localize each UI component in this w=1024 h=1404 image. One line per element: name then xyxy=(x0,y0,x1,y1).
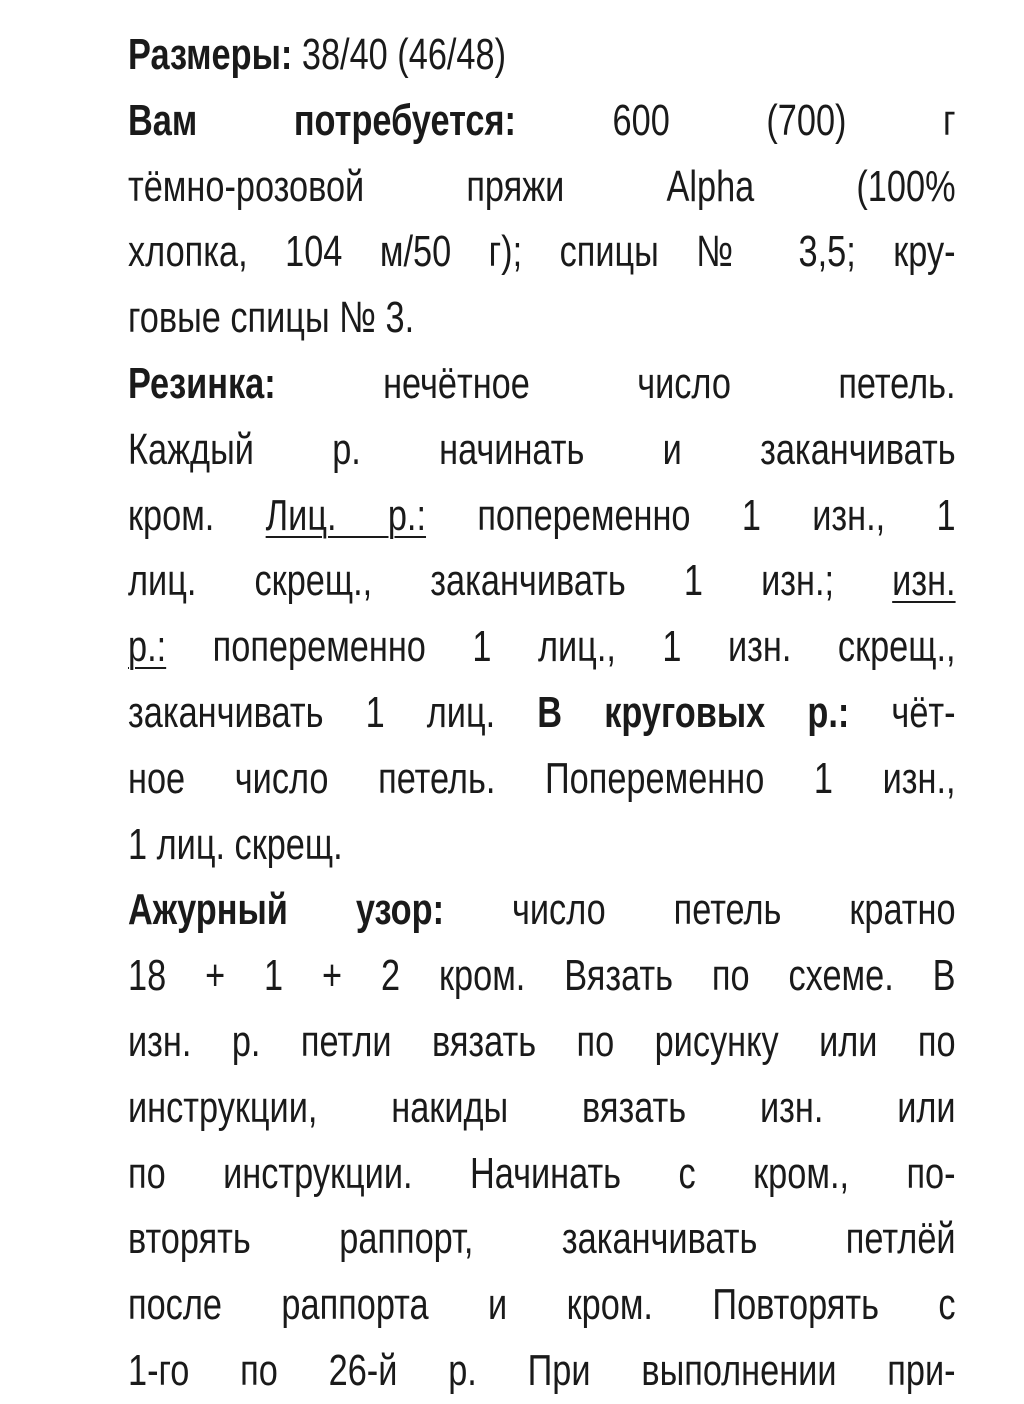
sizes-label: Размеры: xyxy=(128,30,293,79)
lace-line-3: изн. р. петли вязать по рисунку или по xyxy=(128,1016,956,1066)
rib-line-6 xyxy=(128,680,956,746)
materials-line-4: говые спицы № 3. xyxy=(128,293,415,343)
rib-text-1: нечётное число петель. xyxy=(383,358,956,408)
lace-line-6: вторять раппорт, заканчивать петлёй xyxy=(128,1214,956,1264)
materials-text-1: 600 (700) г xyxy=(612,95,956,145)
rib-label: Резинка: xyxy=(128,358,276,408)
materials-label: Вам потребуется: xyxy=(128,95,516,145)
lace-label: Ажурный узор: xyxy=(128,885,445,935)
rib-text-5: попеременно 1 лиц., 1 изн. скрещ., xyxy=(212,622,956,672)
rib-circular-label: В круговых р.: xyxy=(537,687,850,737)
lace-line-4: инструкции, накиды вязать изн. или xyxy=(128,1082,956,1132)
rib-text-3a: кром. xyxy=(128,490,215,540)
lace-line-8: 1-го по 26-й р. При выполнении при- xyxy=(128,1345,956,1395)
rib-line-1 xyxy=(128,351,956,417)
rib-text-3b: попеременно 1 изн., 1 xyxy=(477,490,956,540)
rib-line-2: Каждый р. начинать и заканчивать xyxy=(128,424,956,474)
rib-knit-row-label: Лиц. р.: xyxy=(265,490,427,540)
rib-line-7: ное число петель. Попеременно 1 изн., xyxy=(128,753,956,803)
materials-line-2: тёмно-розовой пряжи Alpha (100% xyxy=(128,161,956,211)
lace-line-1 xyxy=(128,877,956,943)
rib-text-6a: заканчивать 1 лиц. xyxy=(128,687,496,737)
rib-text-4a: лиц. скрещ., заканчивать 1 изн.; xyxy=(128,556,835,606)
rib-purl-row-label-part2: р.: xyxy=(128,622,167,672)
lace-line-7: после раппорта и кром. Повторять с xyxy=(128,1280,956,1330)
lace-line-5: по инструкции. Начинать с кром., по- xyxy=(128,1148,956,1198)
rib-line-4 xyxy=(128,548,956,614)
rib-purl-row-label-part1: изн. xyxy=(892,556,956,606)
knitting-instructions xyxy=(128,22,956,1404)
sizes-line xyxy=(128,22,956,88)
materials-line-3: хлопка, 104 м/50 г); спицы № 3,5; кру- xyxy=(128,227,956,277)
rib-line-8: 1 лиц. скрещ. xyxy=(128,819,343,869)
rib-text-6b: чёт- xyxy=(891,687,956,737)
sizes-value: 38/40 (46/48) xyxy=(301,30,507,79)
materials-line-1 xyxy=(128,88,956,154)
lace-line-2: 18 + 1 + 2 кром. Вязать по схеме. В xyxy=(128,951,956,1001)
rib-line-5 xyxy=(128,614,956,680)
rib-line-3 xyxy=(128,483,956,549)
lace-text-1: число петель кратно xyxy=(512,885,956,935)
